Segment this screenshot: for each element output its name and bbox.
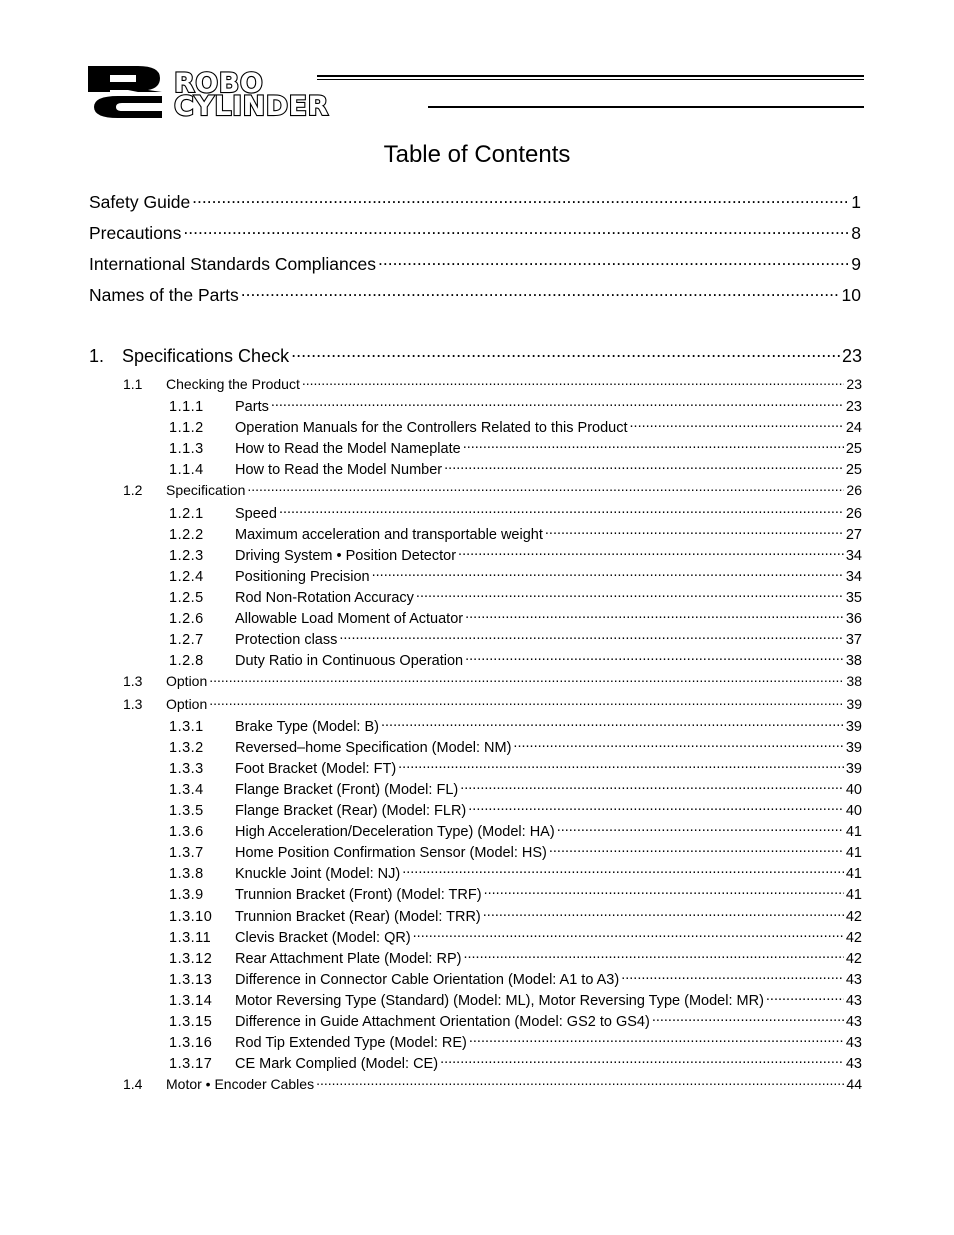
toc-entry-page: 43 xyxy=(845,1014,862,1030)
toc-entry-number: 1.3.1 xyxy=(169,719,204,735)
toc-entry-title: Safety Guide xyxy=(89,192,191,212)
toc-entry-title: Difference in Guide Attachment Orientation (Model: GS2 to GS4) xyxy=(235,1014,650,1030)
toc-entry-title: High Acceleration/Deceleration Type) (Model: HA) xyxy=(235,824,555,840)
toc-entry-page: 25 xyxy=(845,441,862,457)
dot-leader xyxy=(339,626,844,644)
dot-leader xyxy=(766,987,844,1005)
dot-leader xyxy=(302,371,845,389)
toc-entry-title: Difference in Connector Cable Orientation (Model: A1 to A3) xyxy=(235,972,620,988)
toc-entry-title: Reversed–home Specification (Model: NM) xyxy=(235,740,512,756)
toc-entry-page: 38 xyxy=(846,673,862,689)
toc-entry-number: 1.2.3 xyxy=(169,548,204,564)
toc-subsection-entry[interactable] xyxy=(169,776,862,798)
toc-entry-page: 41 xyxy=(845,887,862,903)
toc-subsection-entry[interactable] xyxy=(169,755,862,777)
dot-leader xyxy=(444,456,844,474)
toc-entry-title: How to Read the Model Nameplate xyxy=(235,441,461,457)
dot-leader xyxy=(440,1050,844,1068)
toc-entry-page: 34 xyxy=(845,548,862,564)
toc-entry-title: Flange Bracket (Front) (Model: FL) xyxy=(235,782,459,798)
toc-subsection-entry[interactable] xyxy=(169,605,862,627)
dot-leader xyxy=(372,563,844,581)
toc-subsection-entry[interactable] xyxy=(169,1050,862,1072)
toc-subsection-entry[interactable] xyxy=(169,924,862,946)
toc-subsection-entry[interactable] xyxy=(169,881,862,903)
dot-leader xyxy=(458,542,844,560)
toc-entry-title: Speed xyxy=(235,506,277,522)
toc-entry-number: 1.3.5 xyxy=(169,803,204,819)
toc-entry-page: 40 xyxy=(845,803,862,819)
toc-entry-title: Rear Attachment Plate (Model: RP) xyxy=(235,951,462,967)
dot-leader xyxy=(483,903,844,921)
toc-entry-number: 1.2.8 xyxy=(169,653,204,669)
toc-entry-number: 1.3.11 xyxy=(169,930,212,946)
page-title: Table of Contents xyxy=(383,141,571,168)
logo-cylinder-text: CYLINDER xyxy=(174,91,329,122)
toc-subsection-entry[interactable] xyxy=(169,797,862,819)
toc-entry-title: Allowable Load Moment of Actuator xyxy=(235,611,464,627)
toc-entry-page: 39 xyxy=(846,696,862,712)
toc-entry-number: 1.3.13 xyxy=(169,972,213,988)
toc-subsection-entry[interactable] xyxy=(169,500,862,522)
logo-robo-text: ROBO xyxy=(174,68,264,99)
toc-entry-title: Clevis Bracket (Model: QR) xyxy=(235,930,411,946)
dot-leader xyxy=(652,1008,844,1026)
toc-section-entry[interactable] xyxy=(123,477,862,498)
toc-entry-page: 41 xyxy=(845,824,862,840)
header-rule-bottom xyxy=(428,106,864,108)
toc-entry-page: 26 xyxy=(846,482,862,498)
toc-entry-names-of-parts[interactable] xyxy=(89,279,861,305)
toc-subsection-entry[interactable] xyxy=(169,521,862,543)
toc-entry-page: 42 xyxy=(845,909,862,925)
dot-leader xyxy=(557,818,844,836)
dot-leader xyxy=(209,668,844,686)
dot-leader xyxy=(469,1029,844,1047)
toc-entry-number: 1.2 xyxy=(123,482,143,498)
toc-entry-page: 39 xyxy=(845,740,862,756)
toc-entry-number: 1.3.9 xyxy=(169,887,204,903)
toc-entry-number: 1.4 xyxy=(123,1076,143,1092)
toc-subsection-entry[interactable] xyxy=(169,563,862,585)
dot-leader xyxy=(279,500,844,518)
toc-entry-page: 42 xyxy=(845,930,862,946)
toc-entry-number: 1.3.6 xyxy=(169,824,204,840)
toc-entry-number: 1.2.5 xyxy=(169,590,204,606)
toc-subsection-entry[interactable] xyxy=(169,903,862,925)
toc-entry-page: 38 xyxy=(845,653,862,669)
toc-entry-title: Names of the Parts xyxy=(89,285,239,305)
toc-entry-title: Precautions xyxy=(89,223,182,243)
toc-chapter-page: 23 xyxy=(841,346,862,366)
toc-subsection-entry[interactable] xyxy=(169,818,862,840)
header-rule-top-2 xyxy=(317,79,864,80)
toc-entry-page: 23 xyxy=(846,376,862,392)
dot-leader xyxy=(468,797,844,815)
toc-subsection-entry[interactable] xyxy=(169,713,862,735)
dot-leader xyxy=(291,340,840,362)
toc-chapter-number: 1. xyxy=(89,346,105,366)
dot-leader xyxy=(413,924,844,942)
toc-entry-title: Parts xyxy=(235,399,269,415)
dot-leader xyxy=(545,521,844,539)
toc-entry-page: 43 xyxy=(845,1035,862,1051)
toc-subsection-entry[interactable] xyxy=(169,839,862,861)
dot-leader xyxy=(460,776,844,794)
robo-cylinder-logo xyxy=(88,66,428,122)
toc-entry-title: Driving System • Position Detector xyxy=(235,548,457,564)
toc-entry-number: 1.1.2 xyxy=(169,420,204,436)
toc-entry-number: 1.2.7 xyxy=(169,632,204,648)
toc-entry-title: International Standards Compliances xyxy=(89,254,376,274)
toc-entry-number: 1.3.10 xyxy=(169,909,213,925)
toc-subsection-entry[interactable] xyxy=(169,542,862,564)
toc-subsection-entry[interactable] xyxy=(169,966,862,988)
toc-subsection-entry[interactable] xyxy=(169,860,862,882)
dot-leader xyxy=(247,477,844,495)
toc-entry-page: 10 xyxy=(841,285,861,305)
dot-leader xyxy=(316,1071,844,1089)
toc-section-entry[interactable] xyxy=(123,668,862,689)
dot-leader xyxy=(549,839,844,857)
toc-chapter-title: Specifications Check xyxy=(122,346,290,366)
toc-subsection-entry[interactable] xyxy=(169,414,862,436)
toc-subsection-entry[interactable] xyxy=(169,1029,862,1051)
toc-entry-number: 1.2.4 xyxy=(169,569,204,585)
toc-entry-title: Duty Ratio in Continuous Operation xyxy=(235,653,464,669)
toc-entry-page: 8 xyxy=(851,223,861,243)
toc-entry-page: 42 xyxy=(845,951,862,967)
toc-subsection-entry[interactable] xyxy=(169,987,862,1009)
dot-leader xyxy=(621,966,844,984)
dot-leader xyxy=(463,435,844,453)
toc-subsection-entry[interactable] xyxy=(169,456,862,478)
dot-leader xyxy=(513,734,843,752)
toc-entry-title: Knuckle Joint (Model: NJ) xyxy=(235,866,401,882)
toc-entry-title: Trunnion Bracket (Rear) (Model: TRR) xyxy=(235,909,481,925)
toc-entry-title: How to Read the Model Number xyxy=(235,462,443,478)
toc-entry-title: Home Position Confirmation Sensor (Model: HS) xyxy=(235,845,547,861)
toc-entry-number: 1.3.3 xyxy=(169,761,204,777)
toc-entry-number: 1.3 xyxy=(123,673,143,689)
toc-entry-number: 1.3.17 xyxy=(169,1056,213,1072)
toc-entry-title: Flange Bracket (Rear) (Model: FLR) xyxy=(235,803,467,819)
toc-entry-title: Brake Type (Model: B) xyxy=(235,719,379,735)
toc-entry-precautions[interactable] xyxy=(89,217,861,243)
dot-leader xyxy=(484,881,844,899)
toc-entry-title: Rod Non-Rotation Accuracy xyxy=(235,590,414,606)
dot-leader xyxy=(463,945,843,963)
toc-entry-title: CE Mark Complied (Model: CE) xyxy=(235,1056,439,1072)
dot-leader xyxy=(271,393,844,411)
toc-entry-title: Maximum acceleration and transportable weight xyxy=(235,527,543,543)
toc-entry-international-standards[interactable] xyxy=(89,248,861,274)
toc-entry-page: 40 xyxy=(845,782,862,798)
toc-entry-number: 1.1 xyxy=(123,376,143,392)
toc-entry-number: 1.1.3 xyxy=(169,441,204,457)
toc-entry-number: 1.3.8 xyxy=(169,866,204,882)
dot-leader xyxy=(241,279,840,301)
toc-section-entry[interactable] xyxy=(123,371,862,392)
toc-entry-title: Positioning Precision xyxy=(235,569,370,585)
dot-leader xyxy=(416,584,844,602)
toc-entry-number: 1.3.14 xyxy=(169,993,213,1009)
toc-entry-page: 44 xyxy=(846,1076,862,1092)
toc-subsection-entry[interactable] xyxy=(169,435,862,457)
toc-entry-number: 1.2.1 xyxy=(169,506,204,522)
toc-entry-number: 1.3.12 xyxy=(169,951,213,967)
toc-entry-page: 39 xyxy=(845,719,862,735)
toc-entry-page: 36 xyxy=(845,611,862,627)
toc-subsection-entry[interactable] xyxy=(169,1008,862,1030)
toc-subsection-entry[interactable] xyxy=(169,647,862,669)
dot-leader xyxy=(630,414,844,432)
toc-entry-page: 43 xyxy=(845,972,862,988)
dot-leader xyxy=(402,860,844,878)
toc-entry-page: 39 xyxy=(845,761,862,777)
toc-entry-number: 1.2.6 xyxy=(169,611,204,627)
toc-entry-number: 1.3 xyxy=(123,696,143,712)
toc-entry-page: 34 xyxy=(845,569,862,585)
toc-subsection-entry[interactable] xyxy=(169,584,862,606)
dot-leader xyxy=(378,248,849,270)
toc-entry-number: 1.1.4 xyxy=(169,462,204,478)
toc-subsection-entry[interactable] xyxy=(169,626,862,648)
toc-entry-title: Foot Bracket (Model: FT) xyxy=(235,761,397,777)
toc-entry-title: Operation Manuals for the Controllers Related to this Product xyxy=(235,420,628,436)
toc-entry-number: 1.3.16 xyxy=(169,1035,213,1051)
rc-logo-icon xyxy=(88,66,168,118)
toc-entry-title: Rod Tip Extended Type (Model: RE) xyxy=(235,1035,467,1051)
dot-leader xyxy=(398,755,844,773)
toc-entry-page: 24 xyxy=(845,420,862,436)
toc-entry-number: 1.3.2 xyxy=(169,740,204,756)
toc-entry-page: 1 xyxy=(851,192,861,212)
toc-entry-page: 37 xyxy=(845,632,862,648)
toc-chapter-1[interactable] xyxy=(89,340,862,366)
toc-entry-number: 1.2.2 xyxy=(169,527,204,543)
toc-entry-page: 43 xyxy=(845,993,862,1009)
dot-leader xyxy=(465,605,844,623)
toc-entry-title: Trunnion Bracket (Front) (Model: TRF) xyxy=(235,887,482,903)
toc-entry-page: 9 xyxy=(851,254,861,274)
toc-section-entry[interactable] xyxy=(123,691,862,712)
toc-entry-title: Motor • Encoder Cables xyxy=(166,1076,315,1092)
toc-entry-number: 1.3.15 xyxy=(169,1014,213,1030)
toc-entry-page: 27 xyxy=(845,527,862,543)
toc-subsection-entry[interactable] xyxy=(169,734,862,756)
toc-entry-page: 23 xyxy=(845,399,862,415)
dot-leader xyxy=(381,713,844,731)
dot-leader xyxy=(465,647,844,665)
toc-entry-title: Protection class xyxy=(235,632,338,648)
toc-entry-page: 41 xyxy=(845,845,862,861)
toc-entry-safety-guide[interactable] xyxy=(89,186,861,212)
toc-entry-title: Option xyxy=(166,673,208,689)
toc-entry-page: 26 xyxy=(845,506,862,522)
toc-section-entry[interactable] xyxy=(123,1071,862,1092)
toc-entry-title: Motor Reversing Type (Standard) (Model: ML), Motor Reversing Type (Model: MR) xyxy=(235,993,764,1009)
dot-leader xyxy=(183,217,849,239)
toc-entry-page: 25 xyxy=(845,462,862,478)
dot-leader xyxy=(192,186,849,208)
toc-entry-title: Specification xyxy=(166,482,246,498)
toc-entry-number: 1.3.4 xyxy=(169,782,204,798)
toc-entry-number: 1.1.1 xyxy=(169,399,204,415)
toc-subsection-entry[interactable] xyxy=(169,393,862,415)
header-rule-top-1 xyxy=(317,75,864,77)
toc-entry-page: 43 xyxy=(845,1056,862,1072)
toc-subsection-entry[interactable] xyxy=(169,945,862,967)
toc-entry-title: Option xyxy=(166,696,208,712)
toc-entry-number: 1.3.7 xyxy=(169,845,204,861)
toc-entry-page: 35 xyxy=(845,590,862,606)
toc-entry-title: Checking the Product xyxy=(166,376,300,392)
toc-entry-page: 41 xyxy=(845,866,862,882)
dot-leader xyxy=(209,691,844,709)
